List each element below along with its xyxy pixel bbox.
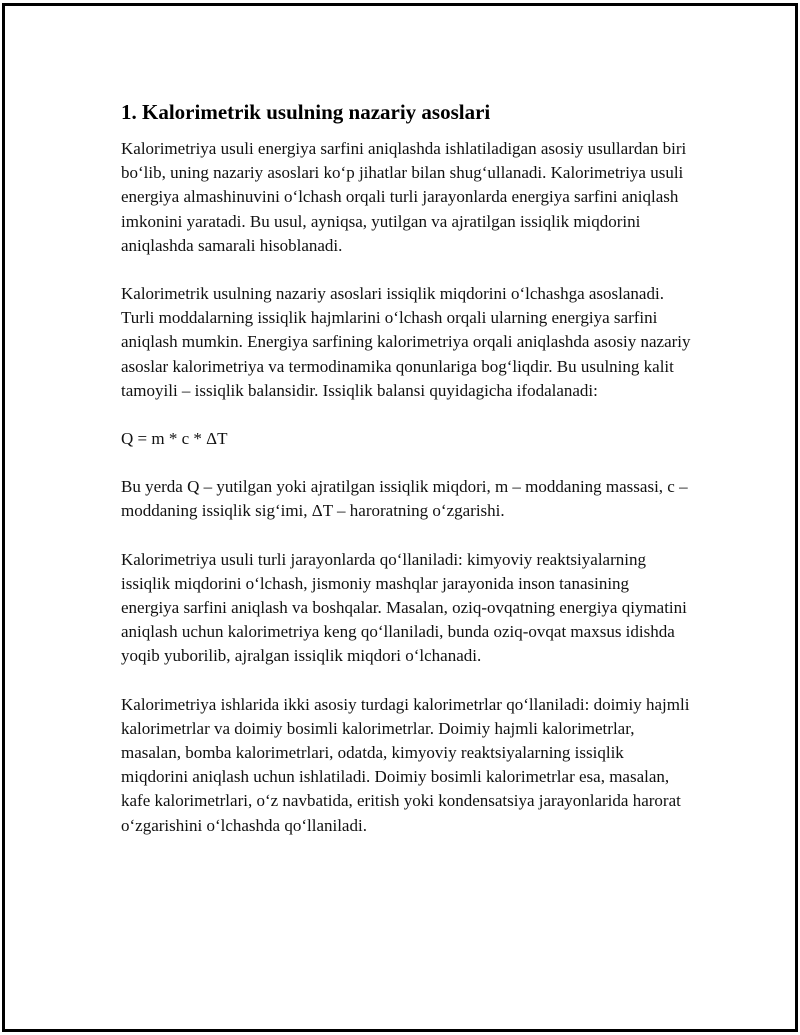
page-frame <box>2 3 798 1032</box>
paragraph-formula-legend: Bu yerda Q – yutilgan yoki ajratilgan issiqlik miqdori, m – moddaning massasi, c – moddaning issiqlik sig‘imi, ΔT – haroratning o‘zgarishi. <box>121 477 688 521</box>
paragraph-calorimeter-types: Kalorimetriya ishlarida ikki asosiy turdagi kalorimetrlar qo‘llaniladi: doimiy hajmli kalorimetrlar va doimiy bosimli kalorimetrlar. Doimiy hajmli kalorimetrlar, masalan, bomba kalorimetrlari, odatda, kimyoviy reaktsiyalarning issiqlik miqdorini aniqlash uchun ishlatiladi. Doimiy bosimli kalorimetrlar esa, masalan, kafe kalorimetrlari, o‘z navbatida, eritish yoki kondensatsiya jarayonlarida harorat o‘zgarishini o‘lchashda qo‘llaniladi. <box>121 694 690 835</box>
paragraph-intro: Kalorimetriya usuli energiya sarfini aniqlashda ishlatiladigan asosiy usullardan biri bo‘lib, uning nazariy asoslari ko‘p jihatlar bilan shug‘ullanadi. Kalorimetriya usuli energiya almashinuvini o‘lchash orqali turli jarayonlarda energiya sarfini aniqlash imkonini yaratadi. Bu usul, ayniqsa, yutilgan va ajratilgan issiqlik miqdorini aniqlashda samarali hisoblanadi. <box>121 139 687 255</box>
paragraph-applications: Kalorimetriya usuli turli jarayonlarda qo‘llaniladi: kimyoviy reaktsiyalarning issiqlik miqdorini o‘lchash, jismoniy mashqlar jarayonida inson tanasining energiya sarfini aniqlash va boshqalar. Masalan, oziq-ovqatning energiya qiymatini aniqlash uchun kalorimetriya keng qo‘llaniladi, bunda oziq-ovqat maxsus idishda yoqib yuborilib, ajralgan issiqlik miqdori o‘lchanadi. <box>121 549 687 666</box>
heat-balance-formula: Q = m * c * ΔT <box>121 429 228 449</box>
section-heading: 1. Kalorimetrik usulning nazariy asoslari <box>121 100 491 124</box>
paragraph-theory: Kalorimetrik usulning nazariy asoslari issiqlik miqdorini o‘lchashga asoslanadi. Turli moddalarning issiqlik hajmlarini o‘lchash orqali ularning energiya sarfini aniqlash mumkin. Energiya sarfining kalorimetriya orqali aniqlashda asosiy nazariy asoslar kalorimetriya va termodinamika qonunlariga bog‘liqdir. Bu usulning kalit tamoyili – issiqlik balansidir. Issiqlik balansi quyidagicha ifodalanadi: <box>121 284 691 400</box>
document-body <box>121 99 691 862</box>
